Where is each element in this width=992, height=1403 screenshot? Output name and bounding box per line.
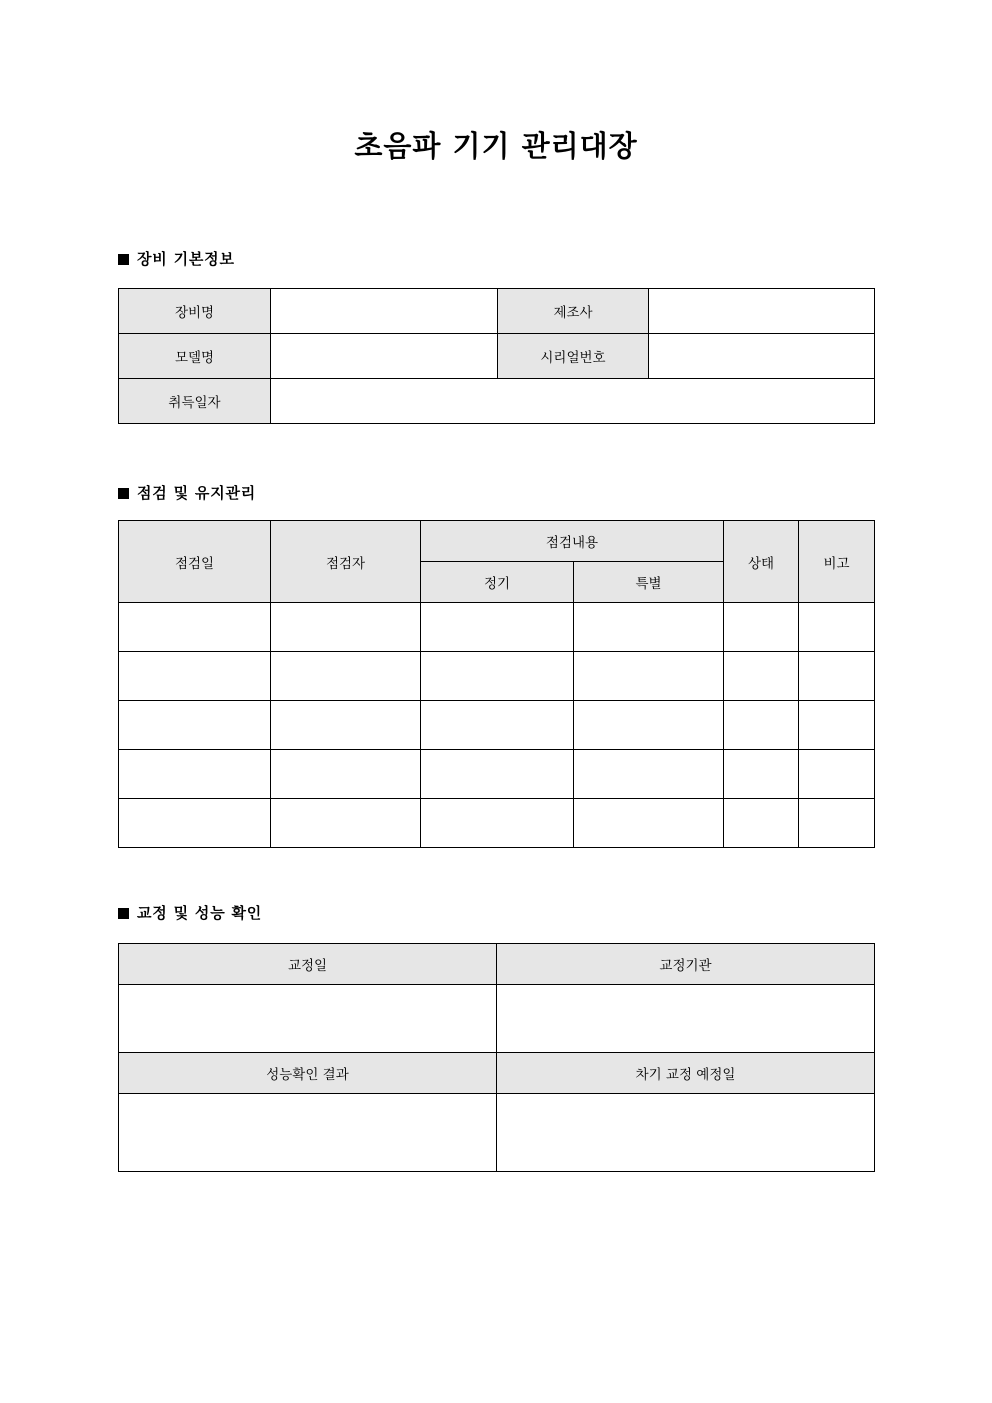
table-header-row <box>119 521 875 562</box>
field-serial-number[interactable] <box>649 334 875 379</box>
section-heading-calibration-label: 교정 및 성능 확인 <box>137 904 263 922</box>
column-header-inspection-content: 점검내용 <box>421 521 724 562</box>
cell-content-special[interactable] <box>574 701 724 750</box>
column-header-calibration-agency: 교정기관 <box>497 944 875 985</box>
column-header-status: 상태 <box>724 521 799 603</box>
square-bullet-icon <box>118 488 129 499</box>
table-row <box>119 1094 875 1172</box>
table-row <box>119 289 875 334</box>
cell-inspector[interactable] <box>271 799 421 848</box>
field-next-calibration-date[interactable] <box>497 1094 875 1172</box>
column-header-inspector: 점검자 <box>271 521 421 603</box>
cell-content-regular[interactable] <box>421 652 574 701</box>
cell-content-regular[interactable] <box>421 701 574 750</box>
column-header-calibration-date: 교정일 <box>119 944 497 985</box>
label-manufacturer: 제조사 <box>498 289 649 334</box>
table-row <box>119 750 875 799</box>
field-manufacturer[interactable] <box>649 289 875 334</box>
cell-status[interactable] <box>724 603 799 652</box>
cell-content-special[interactable] <box>574 750 724 799</box>
cell-inspection-date[interactable] <box>119 603 271 652</box>
cell-content-regular[interactable] <box>421 799 574 848</box>
label-serial-number: 시리얼번호 <box>498 334 649 379</box>
cell-remarks[interactable] <box>799 701 875 750</box>
column-header-performance-result: 성능확인 결과 <box>119 1053 497 1094</box>
cell-inspection-date[interactable] <box>119 799 271 848</box>
label-acquisition-date: 취득일자 <box>119 379 271 424</box>
cell-remarks[interactable] <box>799 799 875 848</box>
table-header-row <box>119 1053 875 1094</box>
label-model-name: 모델명 <box>119 334 271 379</box>
cell-inspection-date[interactable] <box>119 701 271 750</box>
square-bullet-icon <box>118 908 129 919</box>
page-title: 초음파 기기 관리대장 <box>354 129 638 163</box>
cell-inspector[interactable] <box>271 652 421 701</box>
section-heading-basic-info-label: 장비 기본정보 <box>137 250 235 268</box>
cell-inspector[interactable] <box>271 701 421 750</box>
column-header-next-calibration-date: 차기 교정 예정일 <box>497 1053 875 1094</box>
inspection-table <box>118 520 875 848</box>
field-equipment-name[interactable] <box>271 289 498 334</box>
cell-content-special[interactable] <box>574 652 724 701</box>
cell-content-special[interactable] <box>574 603 724 652</box>
cell-content-regular[interactable] <box>421 603 574 652</box>
label-equipment-name: 장비명 <box>119 289 271 334</box>
cell-remarks[interactable] <box>799 603 875 652</box>
cell-status[interactable] <box>724 750 799 799</box>
section-heading-calibration <box>118 904 262 922</box>
cell-inspection-date[interactable] <box>119 750 271 799</box>
cell-content-regular[interactable] <box>421 750 574 799</box>
cell-remarks[interactable] <box>799 750 875 799</box>
basic-info-table <box>118 288 875 424</box>
cell-inspector[interactable] <box>271 750 421 799</box>
column-header-inspection-date: 점검일 <box>119 521 271 603</box>
section-heading-inspection <box>118 484 256 502</box>
field-model-name[interactable] <box>271 334 498 379</box>
section-heading-basic-info <box>118 250 235 268</box>
cell-remarks[interactable] <box>799 652 875 701</box>
cell-content-special[interactable] <box>574 799 724 848</box>
field-calibration-agency[interactable] <box>497 985 875 1053</box>
field-performance-result[interactable] <box>119 1094 497 1172</box>
square-bullet-icon <box>118 254 129 265</box>
table-row <box>119 985 875 1053</box>
column-header-remarks: 비고 <box>799 521 875 603</box>
table-row <box>119 334 875 379</box>
column-header-content-regular: 정기 <box>421 562 574 603</box>
calibration-table <box>118 943 875 1172</box>
table-row <box>119 379 875 424</box>
cell-status[interactable] <box>724 799 799 848</box>
field-acquisition-date[interactable] <box>271 379 875 424</box>
cell-status[interactable] <box>724 652 799 701</box>
table-row <box>119 701 875 750</box>
cell-inspection-date[interactable] <box>119 652 271 701</box>
table-header-row <box>119 944 875 985</box>
column-header-content-special: 특별 <box>574 562 724 603</box>
cell-inspector[interactable] <box>271 603 421 652</box>
table-row <box>119 652 875 701</box>
cell-status[interactable] <box>724 701 799 750</box>
section-heading-inspection-label: 점검 및 유지관리 <box>137 484 257 502</box>
field-calibration-date[interactable] <box>119 985 497 1053</box>
table-row <box>119 603 875 652</box>
table-row <box>119 799 875 848</box>
